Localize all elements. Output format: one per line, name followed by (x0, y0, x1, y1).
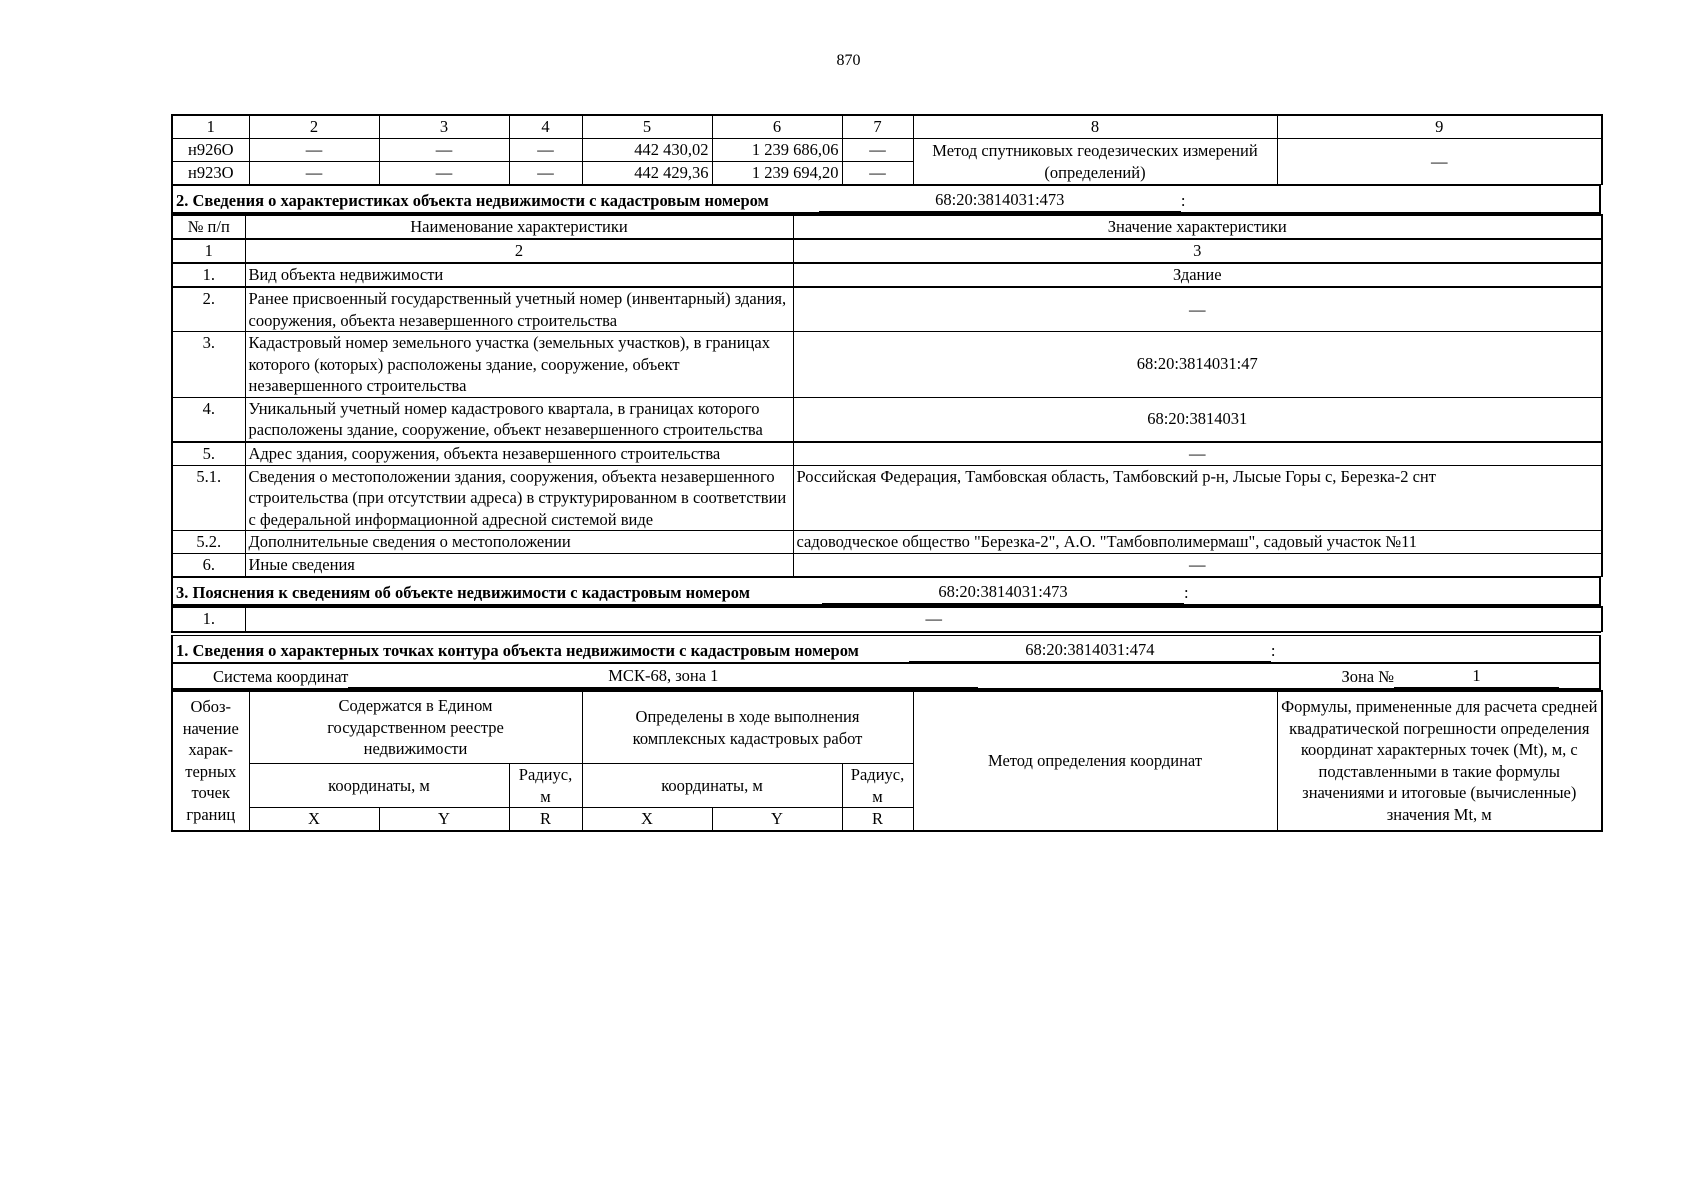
row-name: Ранее присвоенный государственный учетный номер (инвентарный) здания, сооружения, объекта незавершенного строительства (245, 287, 793, 332)
row-name: Дополнительные сведения о местоположении (245, 531, 793, 554)
row-value: — (793, 554, 1602, 577)
y-header: Y (379, 808, 509, 831)
characteristics-table (171, 214, 1603, 577)
row-value: — (245, 607, 1602, 632)
coords-header: координаты, м (249, 764, 509, 808)
page-number: 870 (836, 52, 861, 69)
table-row (172, 607, 1602, 632)
y-header: Y (712, 808, 842, 831)
section2-cadastral: 68:20:3814031:473 (819, 189, 1181, 212)
row-value: садоводческое общество "Березка-2", А.О. "Тамбовполимермаш", садовый участок №11 (793, 531, 1602, 554)
table-cell: — (379, 162, 509, 185)
table-cell: — (509, 139, 582, 162)
coord-system-label: Система координат (213, 667, 349, 686)
r-header: R (842, 808, 913, 831)
coords-header: координаты, м (582, 764, 842, 808)
row-value: Здание (793, 263, 1602, 287)
section3-suffix: : (1183, 583, 1189, 602)
row-number: 5. (172, 442, 245, 466)
points-header-cell: 2 (249, 115, 379, 139)
row-number: 3. (172, 332, 245, 398)
points-header-cell: 4 (509, 115, 582, 139)
row-value: Российская Федерация, Тамбовская область, Тамбовский р-н, Лысые Горы с, Березка-2 снт (793, 465, 1602, 531)
section3-heading (171, 577, 1601, 606)
header-num-cell: 1 (172, 239, 245, 263)
coords-header-row (172, 691, 1602, 764)
table-row (172, 139, 1602, 162)
row-value: — (793, 287, 1602, 332)
col9-cell: — (1277, 139, 1602, 185)
x-header: X (582, 808, 712, 831)
section1b-heading (171, 632, 1601, 690)
row-name: Иные сведения (245, 554, 793, 577)
egrn-header: Содержатся в Едином государственном реестре недвижимости (249, 691, 582, 764)
row-value: — (793, 442, 1602, 466)
row-name: Сведения о местоположении здания, сооружения, объекта незавершенного строительства (при отсутствии адреса) в структурированном в соответствии с федеральной информационной адресной системой виде (245, 465, 793, 531)
row-number: 1. (172, 607, 245, 632)
coord-y: 1 239 694,20 (712, 162, 842, 185)
radius-header: Радиус, м (509, 764, 582, 808)
coord-system-value: МСК-68, зона 1 (348, 665, 978, 688)
row-name: Кадастровый номер земельного участка (земельных участков), в границах которого (которых) расположены здание, сооружение, объект незавершенного строительства (245, 332, 793, 398)
header-num-cell: 3 (793, 239, 1602, 263)
characteristics-header-row (172, 215, 1602, 239)
row-number: 4. (172, 397, 245, 442)
points-table (171, 114, 1603, 185)
coords-header-table (171, 690, 1603, 832)
section2-suffix: : (1180, 191, 1186, 210)
document-sheet (171, 114, 1601, 832)
section2-heading (171, 185, 1601, 214)
header-value: Значение характеристики (793, 215, 1602, 239)
characteristics-num-row (172, 239, 1602, 263)
designation-header: Обоз-начение харак-терных точек границ (172, 691, 249, 831)
row-name: Адрес здания, сооружения, объекта незавершенного строительства (245, 442, 793, 466)
method-cell: Метод спутниковых геодезических измерений (определений) (913, 139, 1277, 185)
table-cell: — (249, 162, 379, 185)
points-header-cell: 5 (582, 115, 712, 139)
table-cell: — (842, 162, 913, 185)
row-value: 68:20:3814031:47 (793, 332, 1602, 398)
radius-header: Радиус, м (842, 764, 913, 808)
coord-x: 442 429,36 (582, 162, 712, 185)
table-row (172, 465, 1602, 531)
x-header: X (249, 808, 379, 831)
row-number: 1. (172, 263, 245, 287)
point-id: н926О (172, 139, 249, 162)
row-value: 68:20:3814031 (793, 397, 1602, 442)
point-id: н923О (172, 162, 249, 185)
section3-cadastral: 68:20:3814031:473 (822, 581, 1184, 604)
table-row (172, 442, 1602, 466)
row-name: Уникальный учетный номер кадастрового квартала, в границах которого расположены здание, сооружение, объект незавершенного строительства (245, 397, 793, 442)
row-number: 2. (172, 287, 245, 332)
table-cell: — (509, 162, 582, 185)
header-number: № п/п (172, 215, 245, 239)
row-number: 6. (172, 554, 245, 577)
table-row (172, 332, 1602, 398)
table-cell: — (249, 139, 379, 162)
kkr-header: Определены в ходе выполнения комплексных кадастровых работ (582, 691, 913, 764)
points-header-cell: 9 (1277, 115, 1602, 139)
points-header-row (172, 115, 1602, 139)
points-header-cell: 3 (379, 115, 509, 139)
section1b-cadastral: 68:20:3814031:474 (909, 639, 1271, 662)
coord-x: 442 430,02 (582, 139, 712, 162)
table-cell: — (842, 139, 913, 162)
method-header: Метод определения координат (913, 691, 1277, 831)
row-number: 5.2. (172, 531, 245, 554)
header-num-cell: 2 (245, 239, 793, 263)
coord-y: 1 239 686,06 (712, 139, 842, 162)
section1b-suffix: : (1270, 641, 1276, 660)
header-name: Наименование характеристики (245, 215, 793, 239)
table-row (172, 531, 1602, 554)
zone-label: Зона № (1341, 667, 1394, 686)
row-number: 5.1. (172, 465, 245, 531)
notes-table (171, 606, 1603, 632)
points-header-cell: 1 (172, 115, 249, 139)
formula-header: Формулы, примененные для расчета средней квадратической погрешности определения координат характерных точек (Mt), м, с подставленными в такие формулы значениями и итоговые (вычисленные) значения Mt, м (1277, 691, 1602, 831)
table-row (172, 397, 1602, 442)
zone-value: 1 (1394, 665, 1559, 688)
section1b-title: 1. Сведения о характерных точках контура объекта недвижимости с кадастровым номером (176, 641, 859, 660)
table-row (172, 263, 1602, 287)
r-header: R (509, 808, 582, 831)
points-header-cell: 6 (712, 115, 842, 139)
points-header-cell: 7 (842, 115, 913, 139)
table-row (172, 554, 1602, 577)
points-header-cell: 8 (913, 115, 1277, 139)
section3-title: 3. Пояснения к сведениям об объекте недвижимости с кадастровым номером (176, 583, 750, 602)
row-name: Вид объекта недвижимости (245, 263, 793, 287)
section2-title: 2. Сведения о характеристиках объекта недвижимости с кадастровым номером (176, 191, 769, 210)
table-row (172, 287, 1602, 332)
table-cell: — (379, 139, 509, 162)
